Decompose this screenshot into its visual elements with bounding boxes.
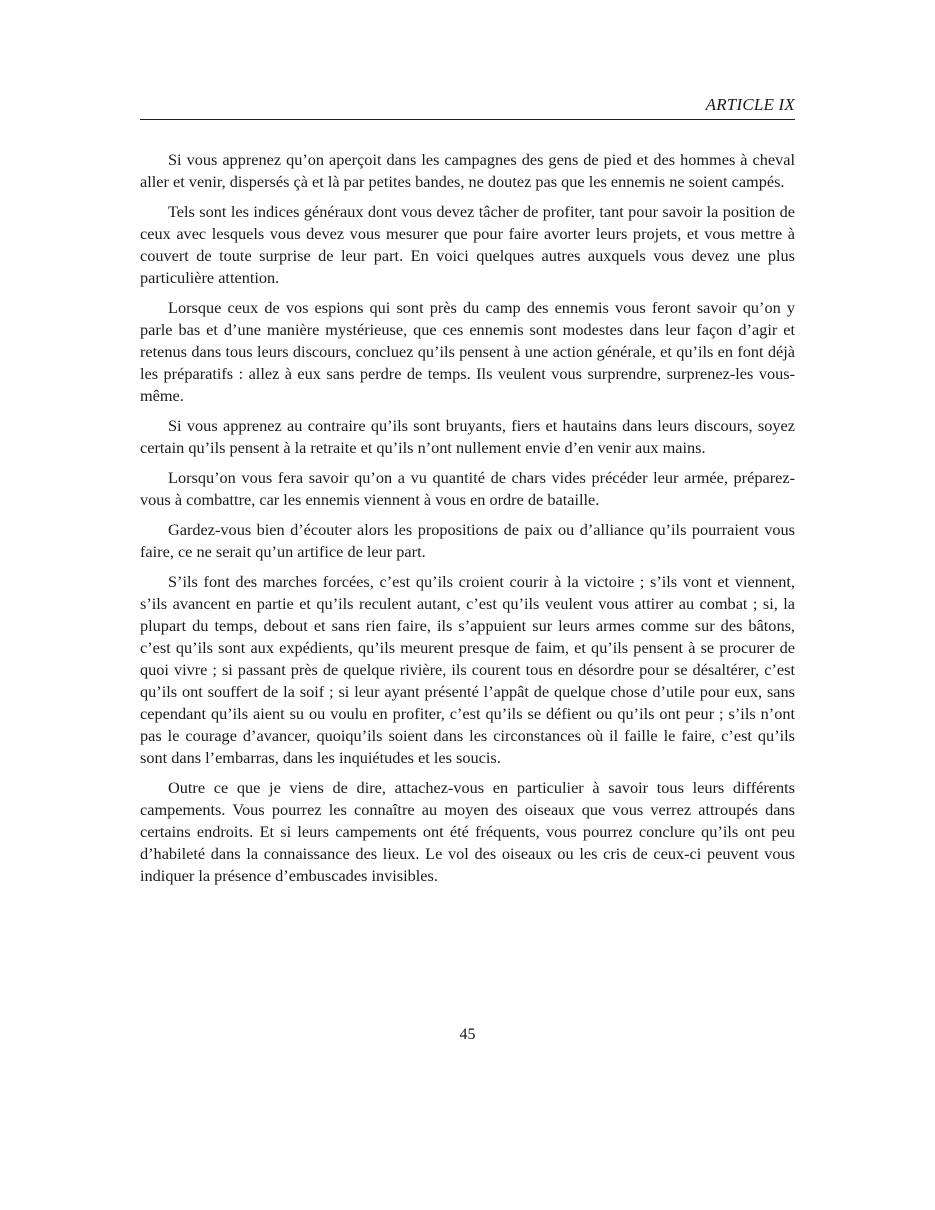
paragraph: Tels sont les indices généraux dont vous devez tâcher de profiter, tant pour savoir la position de ceux avec lesquels vous devez vous mesurer que pour faire avorter leurs projets, et vous mettre à couvert de toute surprise de leur part. En voici quelques autres auxquels vous devez une plus particulière attention.: [140, 202, 795, 287]
paragraph: Si vous apprenez au contraire qu’ils sont bruyants, fiers et hautains dans leurs discours, soyez certain qu’ils pensent à la retraite et qu’ils n’ont nullement envie d’en venir aux mains.: [140, 416, 795, 457]
paragraph: Outre ce que je viens de dire, attachez-vous en particulier à savoir tous leurs différents campements. Vous pourrez les connaître au moyen des oiseaux que vous verrez attroupés dans certains endroits. Et si leurs campements ont été fréquents, vous pourrez conclure qu’ils ont peu d’habileté dans la connaissance des lieux. Le vol des oiseaux ou les cris de ceux-ci peuvent vous indiquer la présence d’embuscades invisibles.: [140, 778, 795, 885]
paragraph: Gardez-vous bien d’écouter alors les propositions de paix ou d’alliance qu’ils pourraient vous faire, ce ne serait qu’un artifice de leur part.: [140, 520, 795, 561]
body-text: [140, 149, 795, 895]
page-number: 45: [459, 1026, 476, 1043]
paragraph: Lorsqu’on vous fera savoir qu’on a vu quantité de chars vides précéder leur armée, préparez-vous à combattre, car les ennemis viennent à vous en ordre de bataille.: [140, 468, 795, 509]
paragraph: S’ils font des marches forcées, c’est qu’ils croient courir à la victoire ; s’ils vont et viennent, s’ils avancent en partie et qu’ils reculent autant, c’est qu’ils veulent vous attirer au combat ; si, la plupart du temps, debout et sans rien faire, ils s’appuient sur leurs armes comme sur des bâtons, c’est qu’ils sont aux expédients, qu’ils meurent presque de faim, et qu’ils pensent à se procurer de quoi vivre ; si passant près de quelque rivière, ils courent tous en désordre pour se désaltérer, c’est qu’ils ont souffert de la soif ; si leur ayant présenté l’appât de quelque chose d’utile pour eux, sans cependant qu’ils aient su ou voulu en profiter, c’est qu’ils se défient ou qu’ils ont peur ; s’ils n’ont pas le courage d’avancer, quoiqu’ils soient dans les circonstances où il faille le faire, c’est qu’ils sont dans l’embarras, dans les inquiétudes et les soucis.: [140, 572, 795, 767]
paragraph: Si vous apprenez qu’on aperçoit dans les campagnes des gens de pied et des hommes à cheval aller et venir, dispersés çà et là par petites bandes, ne doutez pas que les ennemis ne soient campés.: [140, 150, 795, 191]
running-header-title: ARTICLE IX: [705, 95, 795, 114]
header-rule: [140, 119, 795, 120]
paragraph: Lorsque ceux de vos espions qui sont près du camp des ennemis vous feront savoir qu’on y parle bas et d’une manière mystérieuse, que ces ennemis sont modestes dans leur façon d’agir et retenus dans tous leurs discours, concluez qu’ils pensent à une action générale, et qu’ils en font déjà les préparatifs : allez à eux sans perdre de temps. Ils veulent vous surprendre, surprenez-les vous-même.: [140, 298, 795, 405]
